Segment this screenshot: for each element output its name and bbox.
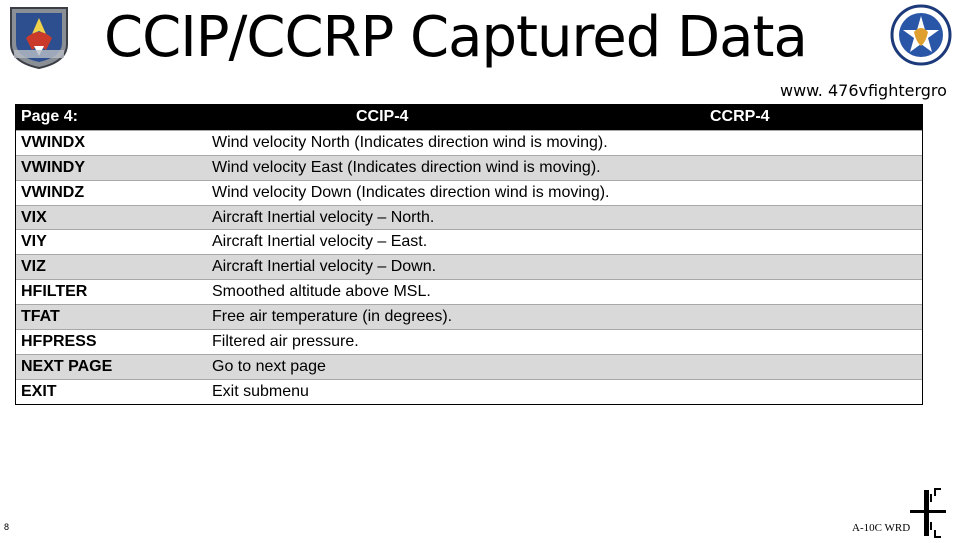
row-parameter: VIY — [21, 233, 47, 251]
row-parameter: VWINDZ — [21, 183, 85, 201]
table-row — [16, 205, 922, 230]
header-page: Page 4: — [21, 108, 78, 125]
data-table — [15, 104, 923, 405]
table-row — [16, 180, 922, 205]
slide-title: CCIP/CCRP Captured Data — [104, 5, 807, 70]
row-description: Go to next page — [212, 357, 326, 375]
row-parameter: TFAT — [21, 308, 60, 326]
table-row — [16, 130, 922, 155]
aircraft-icon — [908, 488, 948, 538]
row-parameter: VIX — [21, 208, 47, 226]
row-parameter: HFPRESS — [21, 333, 97, 351]
website-url: www. 476vfightergro — [780, 81, 947, 100]
row-parameter: NEXT PAGE — [21, 357, 113, 375]
row-description: Wind velocity Down (Indicates direction wind is moving). — [212, 183, 610, 201]
row-description: Wind velocity North (Indicates direction wind is moving). — [212, 133, 608, 151]
row-description: Aircraft Inertial velocity – North. — [212, 208, 435, 226]
row-description: Aircraft Inertial velocity – East. — [212, 233, 428, 251]
row-description: Wind velocity East (Indicates direction wind is moving). — [212, 158, 601, 176]
row-parameter: EXIT — [21, 382, 57, 400]
unit-emblem-icon — [6, 4, 72, 70]
row-description: Smoothed altitude above MSL. — [212, 283, 431, 301]
row-description: Aircraft Inertial velocity – Down. — [212, 258, 437, 276]
row-description: Exit submenu — [212, 382, 309, 400]
row-parameter: VIZ — [21, 258, 46, 276]
table-row — [16, 329, 922, 354]
row-parameter: HFILTER — [21, 283, 88, 301]
header-ccip: CCIP-4 — [356, 108, 409, 125]
row-description: Filtered air pressure. — [212, 333, 359, 351]
table-row — [16, 354, 922, 379]
table-row — [16, 229, 922, 254]
page-number: 8 — [4, 522, 10, 532]
table-row — [16, 304, 922, 329]
footer-label: A-10C WRD — [852, 522, 911, 534]
row-parameter: VWINDY — [21, 158, 85, 176]
table-row — [16, 254, 922, 279]
table-row — [16, 379, 922, 404]
header-ccrp: CCRP-4 — [710, 108, 770, 125]
row-description: Free air temperature (in degrees). — [212, 308, 453, 326]
row-parameter: VWINDX — [21, 133, 85, 151]
table-row — [16, 279, 922, 304]
flying-tigers-emblem-icon — [890, 2, 952, 68]
table-row — [16, 155, 922, 180]
table-header-row — [16, 105, 922, 130]
